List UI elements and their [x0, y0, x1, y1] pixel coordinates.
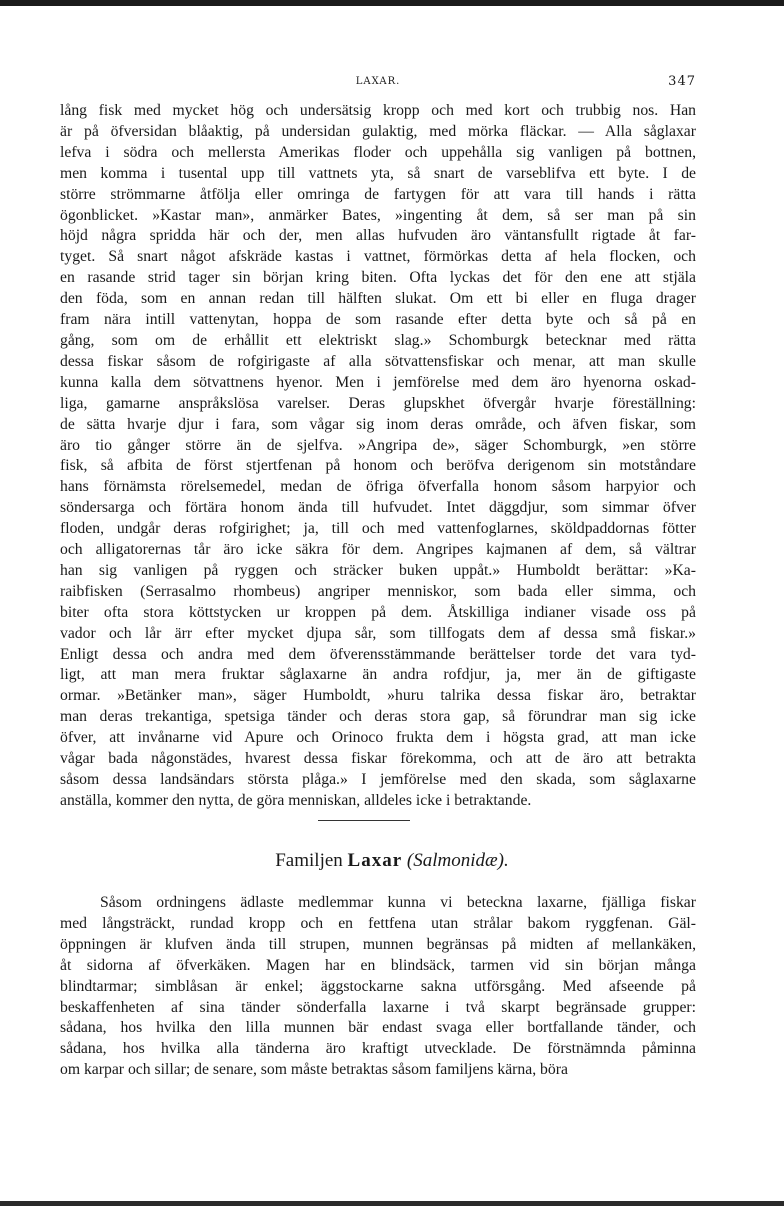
- top-scan-edge: [0, 0, 784, 6]
- text-line: med långsträckt, rundad kropp och en fettfena utan strålar bakom ryggfenan. Gäl-: [60, 914, 696, 932]
- text-line: är på öfversidan blåaktig, på undersidan gulaktig, med mörka fläckar. — Alla såglaxar: [60, 122, 696, 140]
- text-line: Enligt dessa och andra med dem öfverensstämmande berättelser torde det vara tyd-: [60, 645, 696, 663]
- text-line: öfver, att invånarne vid Apure och Orinoco frukta dem i högsta grad, att man icke: [60, 729, 696, 747]
- running-title: LAXAR.: [355, 76, 401, 87]
- text-line: men komma i tusental upp till vattnets yta, så snart de varseblifva ett byte. I de: [60, 164, 696, 182]
- text-line: dessa fiskar såsom de rofgirigaste af alla sötvattensfiskar och menar, att man skulle: [60, 352, 696, 370]
- text-line: lefva i södra och mellersta Amerikas floder och uppehålla sig vanligen på bottnen,: [60, 143, 696, 161]
- text-line: sådana, hos hvilka alla tänderna äro kraftigt utvecklade. De förstnämnda påminna: [60, 1040, 696, 1058]
- text-line: blindtarmar; simblåsan är enkel; äggstockarne sakna utförsgång. Med afseende på: [60, 977, 696, 995]
- text-line: höjd några spridda här och der, men allas hufvuden äro väntansfullt rigtade åt far-: [60, 227, 696, 245]
- text-line: han sig vanligen på ryggen och sträcker buken uppåt.» Humboldt berättar: »Ka-: [60, 561, 696, 579]
- text-line: fram nära intill vattenytan, hoppa de som rasande efter detta byte och så på en: [60, 311, 696, 329]
- heading-latin-name: (Salmonidæ).: [406, 850, 509, 871]
- text-line: större strömmarne åtfölja eller omringa de fartygen för att vara till hands i rätta: [60, 185, 696, 203]
- body-paragraph-2: [60, 893, 696, 1081]
- text-line: anställa, kommer den nytta, de göra menniskan, alldeles icke i betraktande.: [60, 791, 532, 809]
- section-heading: [0, 850, 784, 872]
- text-line: söndersarga och förtära honom ända till hufvudet. Intet däggdjur, som simmar öfver: [60, 499, 696, 517]
- text-line: såsom dessa landsändars största plåga.» I jemförelse med den skada, som såglaxarne: [60, 771, 696, 788]
- page-header: [60, 72, 696, 92]
- text-line: biter ofta stora köttstycken ur kroppen på dem. Åtskilliga indianer visade oss på: [60, 603, 696, 621]
- text-line: ögonblicket. »Kastar man», anmärker Bates, »ingenting åt dem, så ser man på sin: [60, 206, 696, 224]
- text-line: man deras trekantiga, spetsiga tänder och deras stora gap, så förundrar man sig icke: [60, 708, 696, 726]
- text-line: om karpar och sillar; de senare, som måste betraktas såsom familjens kärna, böra: [60, 1061, 568, 1079]
- text-line: vågar bada någonstädes, hvarest dessa fiskar förekomma, och att de äro att betrakta: [60, 750, 696, 768]
- text-line: fisk, så afbita de först stjertfenan på honom och beröfva derigenom sin motståndare: [60, 457, 696, 475]
- text-line: Såsom ordningens ädlaste medlemmar kunna vi beteckna laxarne, fjälliga fiskar: [100, 894, 696, 911]
- text-line: sådana, hos hvilka den lilla munnen bär endast svaga eller bortfallande tänder, och: [60, 1019, 696, 1037]
- body-paragraph-1: [60, 101, 696, 812]
- heading-family-name: Laxar: [347, 850, 403, 871]
- bottom-scan-edge: [0, 1201, 784, 1206]
- text-line: och alligatorernas tår äro icke säkra för dem. Angripes kajmanen af dem, så vältrar: [60, 541, 696, 559]
- text-line: äro tio gånger större än de sjelfva. »Angripa de», säger Schomburgk, »en större: [60, 436, 696, 454]
- text-line: öppningen är klufven ända till strupen, munnen begränsas på midten af mellankäken,: [60, 935, 696, 953]
- text-line: kunna kalla dem sötvattnens hyenor. Men i jemförelse med dem äro hyenorna oskad-: [60, 373, 696, 391]
- text-line: liga, gamarne anspråkslösa varelser. Deras glupskhet öfvergår hvarje föreställning:: [60, 394, 696, 412]
- section-divider: [318, 820, 410, 821]
- text-line: hans förnämsta rörelsemedel, medan de öfriga öfverfalla honom såsom harpyior och: [60, 478, 696, 496]
- text-line: gång, som om de erhållit ett elektriskt slag.» Schomburgk betecknar med rätta: [60, 331, 696, 349]
- page-number: 347: [668, 74, 696, 89]
- text-line: ligt, att man mera fruktar såglaxarne än andra rofdjur, ja, mer än de giftigaste: [60, 666, 696, 684]
- text-line: floden, undgår deras rofgirighet; ja, till och med vattenfoglarnes, sköldpaddornas fötter: [60, 520, 696, 538]
- text-line: den föda, som en annan redan till hälften slukat. Om ett bi eller en fluga drager: [60, 290, 696, 308]
- text-line: lång fisk med mycket hög och undersätsig kropp och med kort och trubbig nos. Han: [60, 102, 696, 119]
- text-line: tyget. Så snart något afskräde kastas i vattnet, förmörkas detta af hela flocken, och: [60, 248, 696, 266]
- text-line: en rasande strid tager sin början kring biten. Ofta lyckas det för den ene att stjäla: [60, 269, 696, 287]
- text-line: beskaffenheten af sina tänder sönderfalla laxarne i två skarpt begränsade grupper:: [60, 998, 696, 1016]
- text-line: de sätta hvarje djur i fara, som vågar sig inom deras område, och äfven fiskar, som: [60, 415, 696, 433]
- heading-prefix: Familjen: [275, 850, 343, 871]
- text-line: åt sidorna af öfverkäken. Magen har en blindsäck, tarmen vid sin början många: [60, 956, 696, 974]
- text-line: ormar. »Betänker man», säger Humboldt, »huru talrika dessa fiskar äro, betraktar: [60, 687, 696, 705]
- text-line: vador och lår ärr efter mycket djupa sår, som tillfogats dem af dessa små fiskar.»: [60, 624, 696, 642]
- text-line: raibfisken (Serrasalmo rhombeus) angriper menniskor, som bada eller simma, och: [60, 582, 696, 600]
